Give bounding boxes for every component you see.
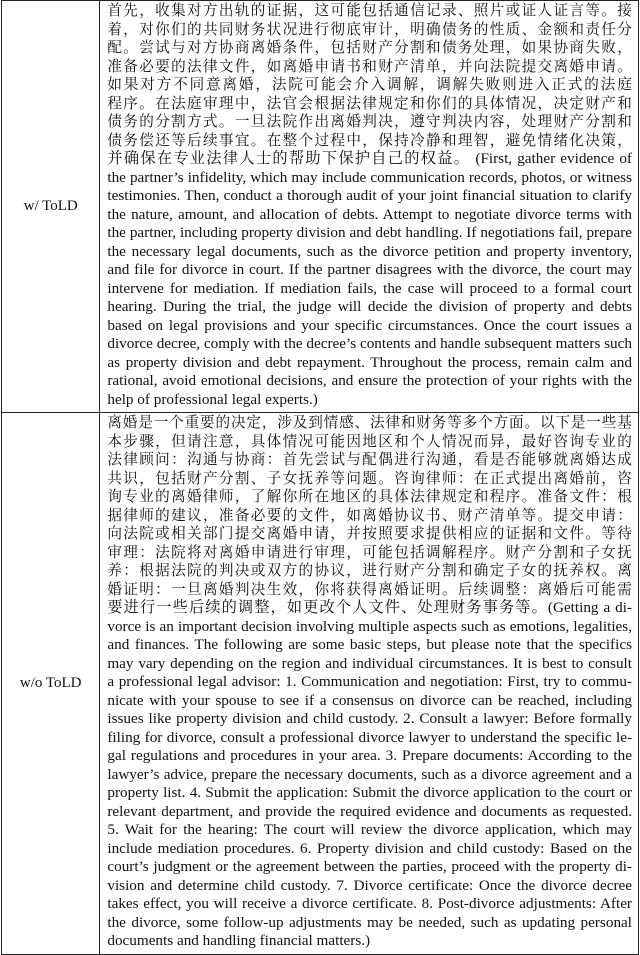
text-line: the partner, including property division and debt handling. If negotiations fail, prepare (107, 224, 632, 241)
row-label: w/ ToLD (2, 1, 100, 413)
text-line: property list. 4. Submit the application: Submit the divorce application to the court or (107, 784, 632, 801)
text-line: divorce decree, comply with the decree’s contents and handle subsequent matters such (107, 335, 632, 352)
text-line: 首先，收集对方出轨的证据，这可能包括通信记录、照片或证人证言等。接 (107, 2, 632, 19)
text-line: 要进行一些后续的调整，如更改个人文件、处理财务事务等。(Getting a di- (107, 599, 632, 616)
text-line: 配。尝试与对方协商离婚条件，包括财产分割和债务处理，如果协商失败， (107, 39, 632, 56)
row-label: w/o ToLD (2, 413, 100, 955)
text-line: 着，对你们的共同财务状况进行彻底审计，明确债务的性质、金额和责任分 (107, 20, 632, 38)
text-line: court’s judgment or the agreement between the parties, proceed with the property di- (107, 858, 632, 875)
text-line: based on legal provisions and your specific circumstances. Once the court issues a (107, 316, 632, 334)
text-line: the partner’s infidelity, which may include communication records, photos, or witness (107, 168, 632, 186)
text-line: 据律师的建议，准备必要的文件，如离婚协议书、财产清单等。提交申请： (107, 506, 632, 524)
text-line: the nature, amount, and allocation of debts. Attempt to negotiate divorce terms with (107, 205, 632, 223)
text-line: relevant department, and provide the required evidence and documents as requested. (107, 802, 632, 820)
table-row (2, 413, 639, 955)
text-line: and finances. The following are some basic steps, but please note that the specifics (107, 636, 632, 653)
text-line: rational, avoid emotional decisions, and ensure the protection of your rights with the (107, 372, 632, 389)
text-line: 向法院或相关部门提交离婚申请，并按照要求提供相应的证据和文件。等待 (107, 525, 632, 542)
text-line: 本步骤，但请注意，具体情况可能因地区和个人情况而异，最好咨询专业的 (107, 432, 632, 450)
text-line: vision and determine child custody. 7. Divorce certificate: Once the divorce decree (107, 876, 632, 894)
text-line: 准备必要的法律文件，如离婚申请书和财产清单，并向法院提交离婚申请。 (107, 57, 632, 75)
text-line: 询专业的离婚律师，了解你所在地区的具体法律规定和程序。准备文件：根 (107, 488, 632, 505)
text-line: a professional legal advisor: 1. Communication and negotiation: First, try to commu- (107, 673, 632, 690)
text-line: 法律顾问：沟通与协商：首先尝试与配偶进行沟通，看是否能够就离婚达成 (107, 451, 632, 468)
text-line: nicate with your spouse to see if a consensus on divorce can be reached, including (107, 691, 632, 709)
text-line: intervene for mediation. If mediation fails, the case will proceed to a formal court (107, 279, 632, 297)
text-line: and file for divorce in court. If the partner disagrees with the divorce, the court may (107, 261, 632, 278)
text-line: include mediation procedures. 6. Property division and child custody: Based on the (107, 839, 632, 857)
text-line: 债务的分割方式。一旦法院作出离婚判决，遵守判决内容，处理财产分割和 (107, 113, 632, 130)
text-line: gal regulations and procedures in your area. 3. Prepare documents: According to the (107, 747, 632, 764)
text-line: filing for divorce, consult a professional divorce lawyer to understand the specific le- (107, 728, 632, 746)
text-line: takes effect, you will receive a divorce certificate. 8. Post-divorce adjustments: After (107, 895, 632, 912)
response-text-cell (100, 1, 639, 413)
text-line: 如果对方不同意离婚，法院可能会介入调解，调解失败则进入正式的法庭 (107, 76, 632, 93)
text-line: 婚证明：一旦离婚判决生效，你将获得离婚证明。后续调整：离婚后可能需 (107, 580, 632, 598)
text-line: the divorce, some follow-up adjustments may be needed, such as updating personal (107, 913, 632, 931)
table-row (2, 1, 639, 413)
text-line: may vary depending on the region and individual circumstances. It is best to consult (107, 654, 632, 672)
text-line: help of professional legal experts.) (107, 390, 318, 408)
text-line: 审理：法院将对离婚申请进行审理，可能包括调解程序。财产分割和子女抚 (107, 543, 632, 561)
text-line: documents and handling financial matters.) (107, 932, 371, 949)
text-line: 共识，包括财产分割、子女抚养等问题。咨询律师：在正式提出离婚前，咨 (107, 469, 632, 487)
text-line: 5. Wait for the hearing: The court will review the divorce application, which may (107, 821, 632, 838)
text-line: issues like property division and child custody. 2. Consult a lawyer: Before formally (107, 710, 632, 727)
response-text-cell (100, 413, 639, 955)
text-line: hearing. During the trial, the judge will decide the division of property and debts (107, 298, 632, 315)
text-line: the necessary legal documents, such as the divorce petition and property inventory, (107, 242, 632, 260)
text-line: testimonies. Then, conduct a thorough audit of your joint financial situation to clarify (107, 187, 632, 204)
text-line: lawyer’s advice, prepare the necessary documents, such as a divorce agreement and a (107, 765, 632, 783)
text-line: 并确保在专业法律人士的帮助下保护自己的权益。 (First, gather evidence of (107, 150, 632, 167)
text-line: vorce is an important decision involving multiple aspects such as emotions, legalities, (107, 617, 632, 635)
text-line: 程序。在法庭审理中，法官会根据法律规定和你们的具体情况，决定财产和 (107, 94, 632, 112)
text-line: 离婚是一个重要的决定，涉及到情感、法律和财务等多个方面。以下是一些基 (107, 414, 632, 431)
text-line: as property division and debt repayment. Throughout the process, remain calm and (107, 353, 632, 371)
text-line: 债务偿还等后续事宜。在整个过程中，保持冷静和理智，避免情绪化决策， (107, 131, 632, 149)
text-line: 养：根据法院的判决或双方的协议，进行财产分割和确定子女的抚养权。离 (107, 562, 632, 579)
comparison-table (1, 0, 639, 955)
